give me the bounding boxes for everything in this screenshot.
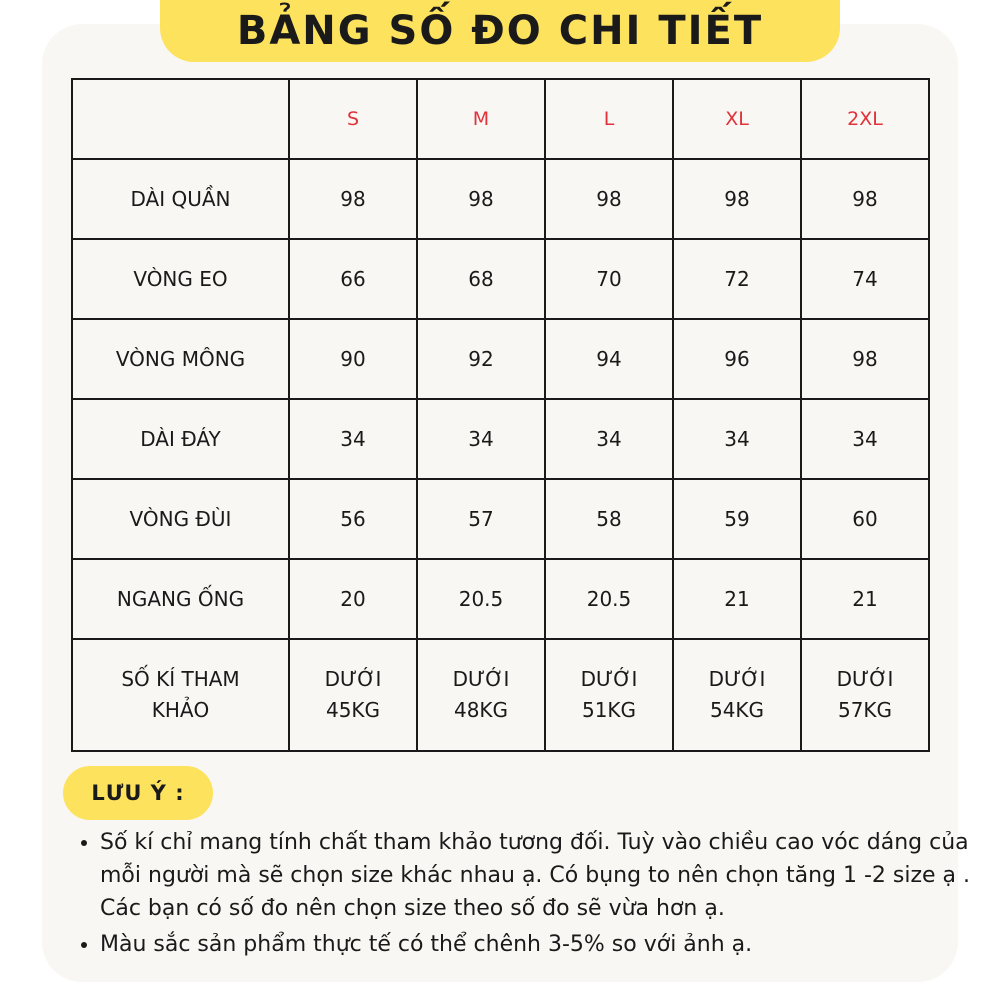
table-cell: 34 bbox=[673, 399, 801, 479]
table-cell: 20.5 bbox=[417, 559, 545, 639]
table-cell: 94 bbox=[545, 319, 673, 399]
size-header-s: S bbox=[289, 79, 417, 159]
weight-prefix: DƯỚI bbox=[836, 667, 894, 691]
size-header-m: M bbox=[417, 79, 545, 159]
table-cell bbox=[673, 639, 801, 751]
table-cell: 34 bbox=[417, 399, 545, 479]
table-cell: 60 bbox=[801, 479, 929, 559]
size-header-xl: XL bbox=[673, 79, 801, 159]
weight-prefix: DƯỚI bbox=[324, 667, 382, 691]
table-cell: 34 bbox=[545, 399, 673, 479]
weight-value: 48KG bbox=[453, 698, 509, 722]
size-header-l: L bbox=[545, 79, 673, 159]
list-item: • Số kí chỉ mang tính chất tham khảo tương đối. Tuỳ vào chiều cao vóc dáng của mỗi người mà sẽ chọn size khác nhau ạ. Có bụng to nên chọn tăng 1 -2 size ạ . Các bạn có số đo nên chọn size theo số đo sẽ vừa hơn ạ. bbox=[100, 826, 990, 928]
table-row bbox=[72, 399, 929, 479]
row-label bbox=[72, 639, 289, 751]
row-label: VÒNG ĐÙI bbox=[72, 479, 289, 559]
table-cell: 56 bbox=[289, 479, 417, 559]
table-cell bbox=[545, 639, 673, 751]
table-cell: 98 bbox=[289, 159, 417, 239]
note-heading: LƯU Ý : bbox=[63, 766, 213, 820]
table-cell: 57 bbox=[417, 479, 545, 559]
table-row bbox=[72, 319, 929, 399]
note-list bbox=[70, 826, 990, 964]
table-row bbox=[72, 479, 929, 559]
table-cell: 96 bbox=[673, 319, 801, 399]
weight-value: 54KG bbox=[709, 698, 765, 722]
row-label-line2: KHẢO bbox=[151, 698, 210, 722]
table-cell: 98 bbox=[801, 159, 929, 239]
table-cell: 21 bbox=[673, 559, 801, 639]
weight-value: 51KG bbox=[581, 698, 637, 722]
table-cell: 74 bbox=[801, 239, 929, 319]
table-cell: 70 bbox=[545, 239, 673, 319]
table-cell: 92 bbox=[417, 319, 545, 399]
weight-prefix: DƯỚI bbox=[708, 667, 766, 691]
row-label: DÀI ĐÁY bbox=[72, 399, 289, 479]
row-label: VÒNG MÔNG bbox=[72, 319, 289, 399]
weight-row bbox=[72, 639, 929, 751]
table-corner-cell bbox=[72, 79, 289, 159]
table-cell: 98 bbox=[417, 159, 545, 239]
table-row bbox=[72, 239, 929, 319]
table-cell bbox=[801, 639, 929, 751]
table-cell bbox=[289, 639, 417, 751]
table-cell: 34 bbox=[801, 399, 929, 479]
row-label: NGANG ỐNG bbox=[72, 559, 289, 639]
table-cell: 21 bbox=[801, 559, 929, 639]
row-label-line1: SỐ KÍ THAM bbox=[121, 667, 240, 691]
table-cell bbox=[417, 639, 545, 751]
table-cell: 98 bbox=[801, 319, 929, 399]
row-label: VÒNG EO bbox=[72, 239, 289, 319]
weight-value: 57KG bbox=[837, 698, 893, 722]
table-cell: 72 bbox=[673, 239, 801, 319]
table-cell: 20 bbox=[289, 559, 417, 639]
list-item: • Màu sắc sản phẩm thực tế có thể chênh 3-5% so với ảnh ạ. bbox=[100, 928, 990, 964]
weight-prefix: DƯỚI bbox=[452, 667, 510, 691]
weight-value: 45KG bbox=[325, 698, 381, 722]
table-cell: 98 bbox=[673, 159, 801, 239]
table-cell: 66 bbox=[289, 239, 417, 319]
table-cell: 68 bbox=[417, 239, 545, 319]
row-label: DÀI QUẦN bbox=[72, 159, 289, 239]
table-row bbox=[72, 559, 929, 639]
table-cell: 34 bbox=[289, 399, 417, 479]
table-cell: 59 bbox=[673, 479, 801, 559]
table-cell: 90 bbox=[289, 319, 417, 399]
table-cell: 98 bbox=[545, 159, 673, 239]
size-chart-table bbox=[71, 78, 930, 752]
table-cell: 20.5 bbox=[545, 559, 673, 639]
table-row bbox=[72, 159, 929, 239]
page-title: BẢNG SỐ ĐO CHI TIẾT bbox=[160, 0, 840, 62]
table-header-row bbox=[72, 79, 929, 159]
weight-prefix: DƯỚI bbox=[580, 667, 638, 691]
table-cell: 58 bbox=[545, 479, 673, 559]
size-header-2xl: 2XL bbox=[801, 79, 929, 159]
